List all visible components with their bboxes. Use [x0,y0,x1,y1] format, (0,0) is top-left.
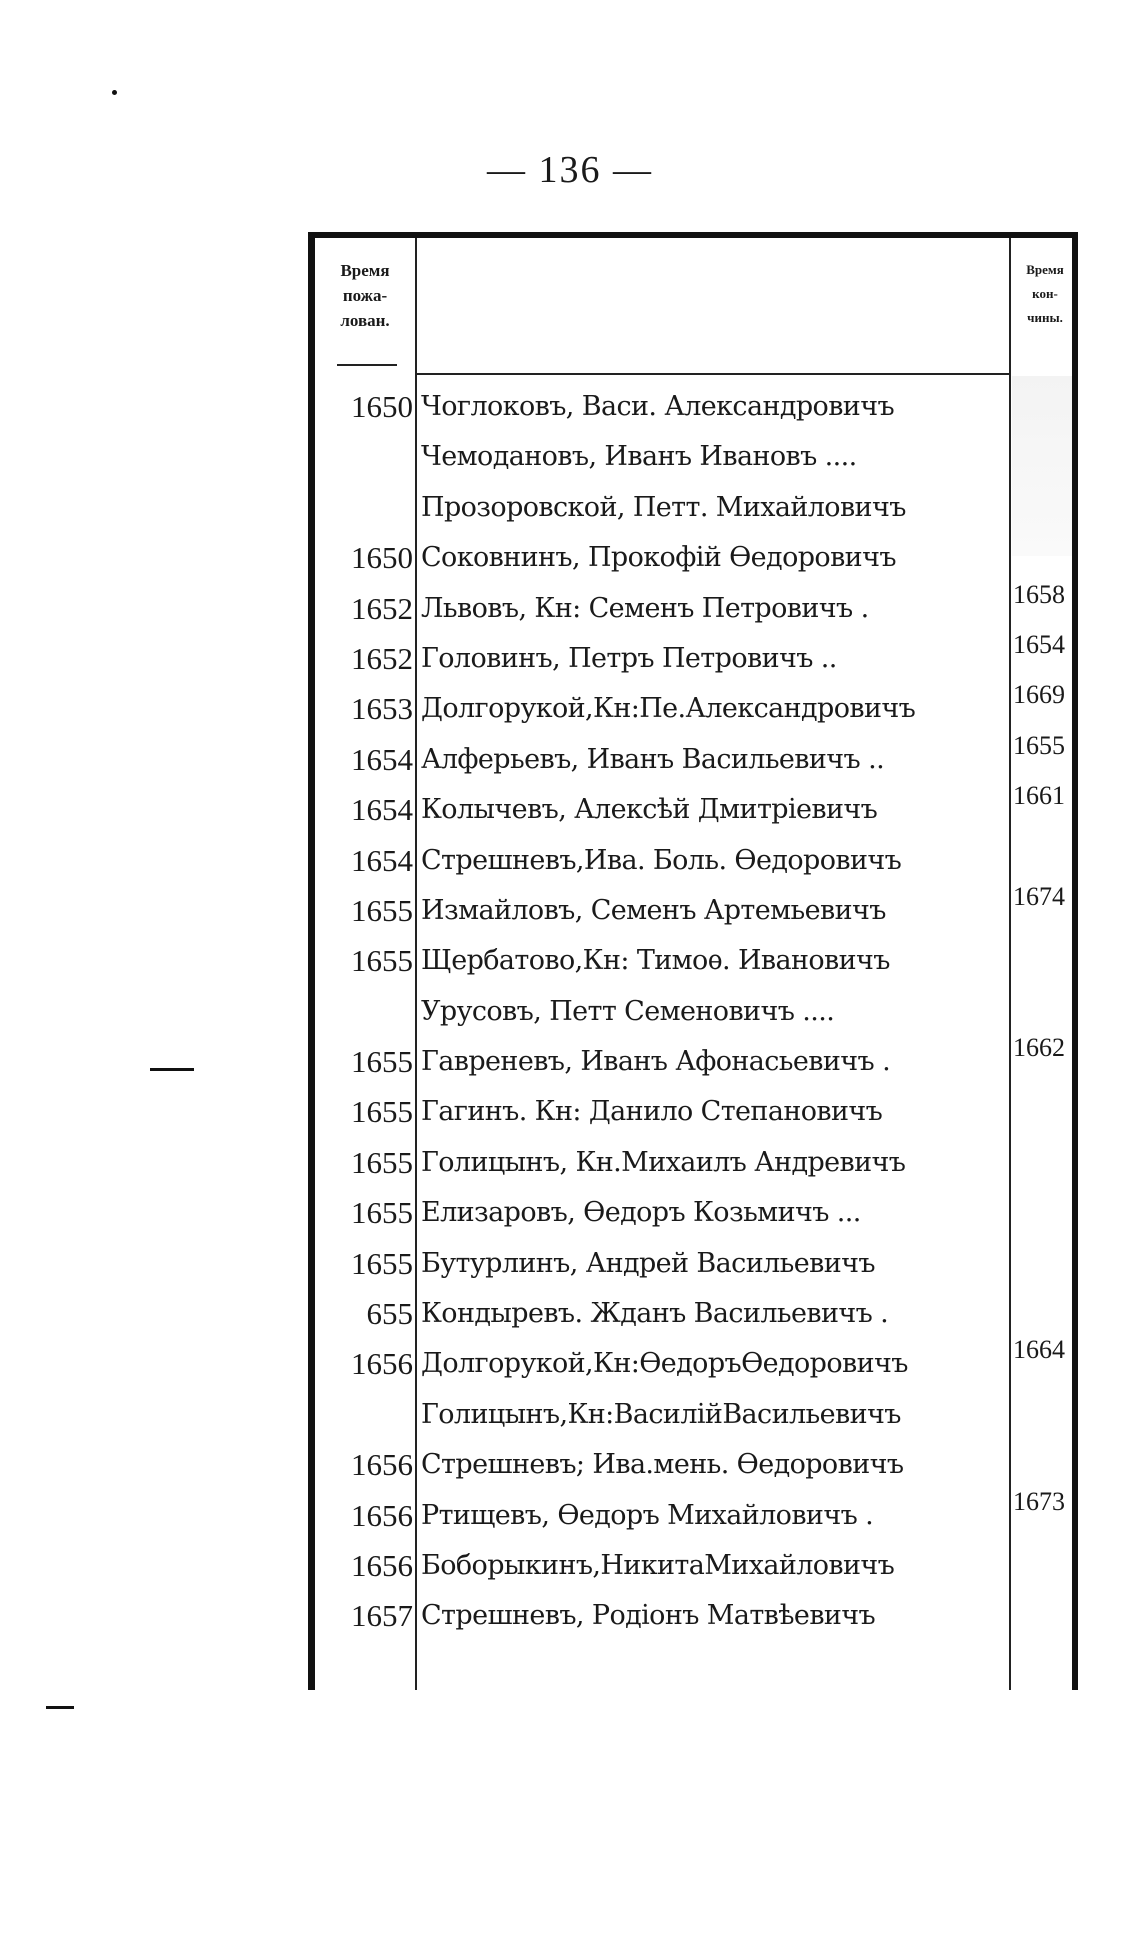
person-name: Кондыревъ. Жданъ Васильевичъ . [421,1298,889,1330]
table-row [315,382,1072,432]
death-year: 1661 [1013,781,1065,811]
table-row [315,629,1072,684]
person-name: Стрешневъ; Ива.мень. Ѳедоровичъ [421,1449,904,1481]
grant-year: 1654 [351,792,413,828]
person-name: Урусовъ, Петт Семеновичъ .... [421,995,835,1027]
person-name: Чоглоковъ, Васи. Александровичъ [421,391,895,422]
table-body [315,382,1072,1642]
death-year: 1664 [1013,1335,1065,1365]
grant-year: 1655 [351,892,413,928]
register-table [308,232,1078,1690]
table-row [315,1486,1072,1541]
grant-year: 1652 [351,640,413,676]
header-grant-line: Время [340,261,390,280]
table-row [315,1239,1072,1289]
grant-year: 1654 [351,741,413,777]
header-underline [337,364,397,366]
person-name: Щербатово,Кн: Тимоѳ. Ивановичъ [421,945,890,977]
header-grant-line: пожа- [342,286,388,305]
margin-mark [150,1068,194,1071]
table-row [315,1138,1072,1188]
grant-year: 1652 [351,590,413,626]
table-row [315,1188,1072,1238]
person-name: Стрешневъ,Ива. Боль. Ѳедоровичъ [421,844,902,876]
grant-year: 655 [366,1296,413,1332]
header-death-line: Время [1026,262,1064,277]
grant-year: 1655 [351,1144,413,1180]
table-row [315,1390,1072,1440]
header-death-line: кон- [1032,286,1058,301]
death-year: 1654 [1013,629,1065,659]
death-year: 1674 [1013,881,1065,911]
table-row [315,680,1072,734]
person-name: Гагинъ. Кн: Данило Степановичъ [421,1096,883,1128]
table-row [315,1541,1072,1591]
header-death-line: чины. [1027,310,1063,325]
table-row [315,579,1072,634]
death-year: 1662 [1013,1033,1065,1063]
person-name: Елизаровъ, Ѳедоръ Козьмичъ ... [421,1197,861,1229]
table-row [315,836,1072,886]
person-name: Голицынъ, Кн.Михаилъ Андревичъ [421,1146,906,1178]
table-row [315,1440,1072,1490]
grant-year: 1655 [351,1195,413,1231]
table-row [315,1335,1072,1389]
grant-year: 1653 [351,691,413,727]
table-row [315,1289,1072,1339]
person-name: Бутурлинъ, Андрей Васильевичъ [421,1247,875,1279]
person-name: Долгорукой,Кн:Пе.Александровичъ [421,693,916,725]
grant-year: 1655 [351,943,413,979]
grant-year: 1656 [351,1447,413,1483]
death-year: 1655 [1013,730,1065,760]
grant-year: 1655 [351,1245,413,1281]
header-grant-time [321,258,409,333]
grant-year: 1650 [351,540,413,576]
table-row [315,881,1072,936]
grant-year: 1656 [351,1497,413,1533]
person-name: Измайловъ, Семенъ Артемьевичъ [421,894,886,926]
grant-year: 1655 [351,1094,413,1130]
person-name: Головинъ, Петръ Петровичъ .. [421,642,837,674]
person-name: Прозоровской, Петт. Михайловичъ [421,491,906,523]
person-name: Стрешневъ, Родіонъ Матвѣевичъ [421,1600,876,1632]
margin-mark [46,1706,74,1709]
person-name: Ртищевъ, Ѳедоръ Михайловичъ . [421,1499,874,1531]
grant-year: 1656 [351,1547,413,1583]
header-grant-line: лован. [340,311,390,330]
header-death-time [1014,258,1076,330]
page-number: — 136 — [487,149,653,191]
person-name: Колычевъ, Алексѣй Дмитріевичъ [421,794,878,826]
death-year: 1673 [1013,1486,1065,1516]
table-row [315,1087,1072,1137]
grant-year: 1655 [351,1044,413,1080]
person-name: Львовъ, Кн: Семенъ Петровичъ . [421,592,869,624]
table-row [315,483,1072,533]
grant-year: 1656 [351,1346,413,1382]
table-row [315,936,1072,986]
person-name: Чемодановъ, Иванъ Ивановъ .... [421,441,857,473]
table-row [315,987,1072,1037]
table-row [315,432,1072,482]
grant-year: 1654 [351,842,413,878]
table-row [315,1591,1072,1641]
person-name: Алферьевъ, Иванъ Васильевичъ .. [421,743,885,775]
person-name: Долгорукой,Кн:ѲедоръѲедоровичъ [421,1348,908,1380]
header-rule [415,373,1009,375]
person-name: Боборыкинъ,НикитаМихайловичъ [421,1549,895,1581]
table-row [315,781,1072,835]
person-name: Гавреневъ, Иванъ Афонасьевичъ . [421,1046,891,1078]
table-row [315,1033,1072,1087]
person-name: Соковнинъ, Прокофій Ѳедоровичъ [421,542,896,574]
grant-year: 1657 [351,1598,413,1634]
table-row [315,533,1072,583]
death-year: 1658 [1013,579,1065,609]
person-name: Голицынъ,Кн:ВасилійВасильевичъ [421,1398,901,1430]
table-row [315,730,1072,785]
margin-mark [112,90,117,95]
death-year: 1669 [1013,680,1065,710]
grant-year: 1650 [351,389,413,424]
